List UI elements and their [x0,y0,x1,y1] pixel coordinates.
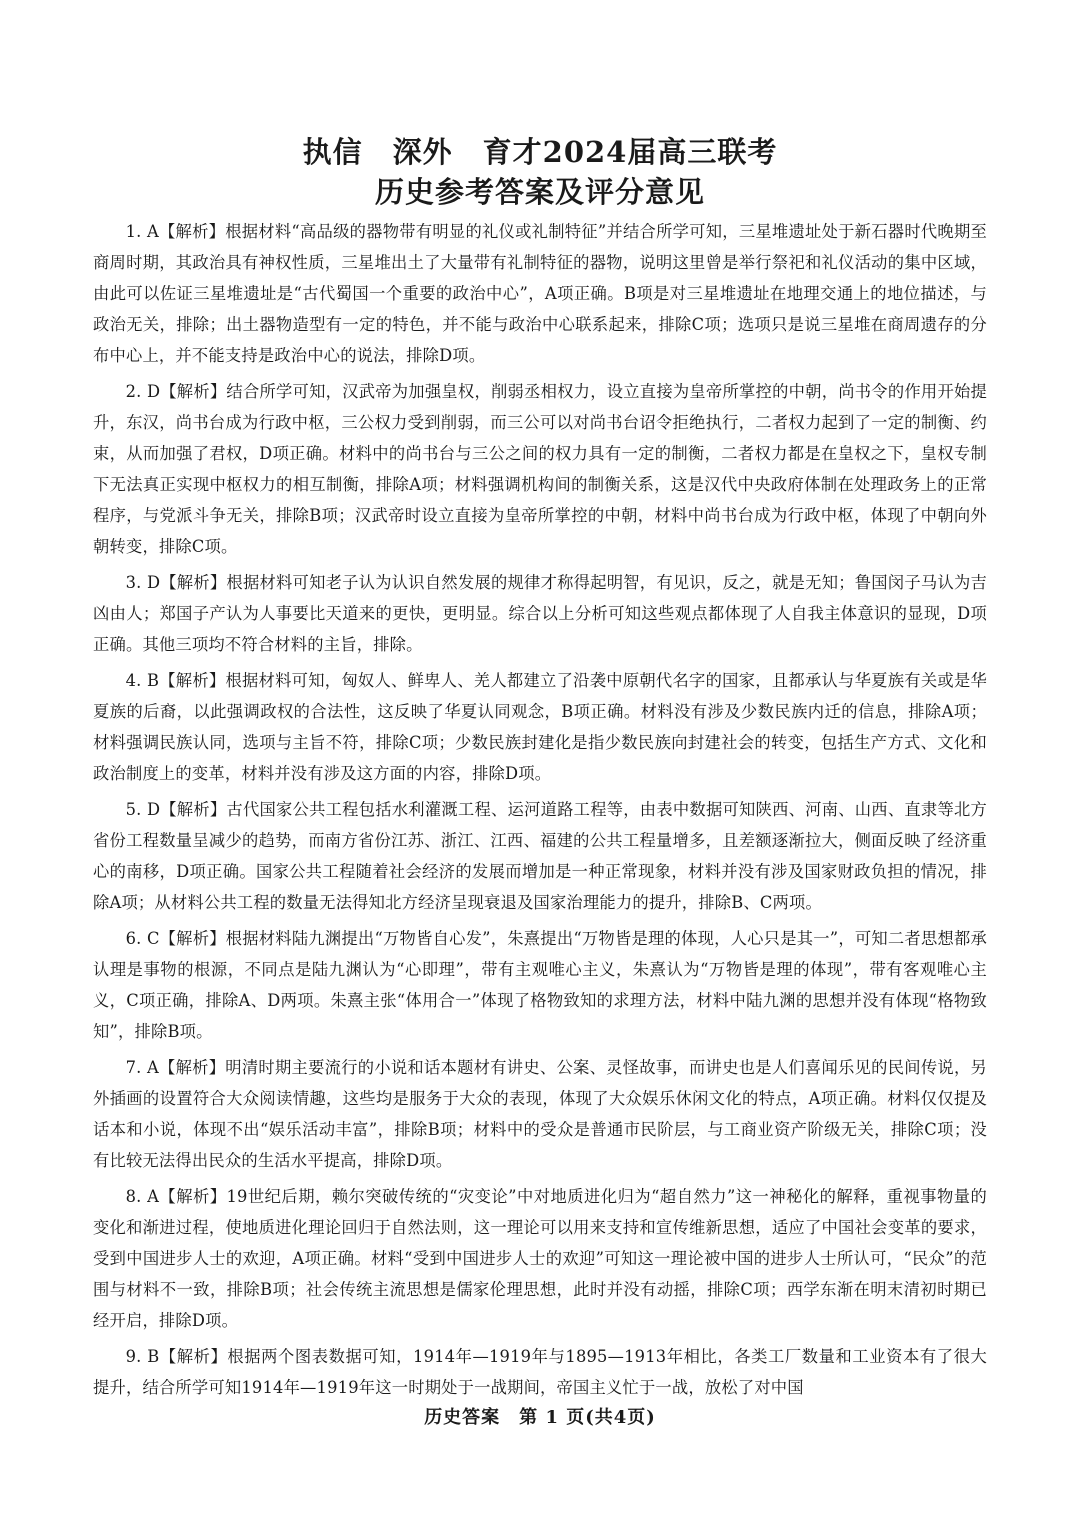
answer-item-3: 3. D【解析】根据材料可知老子认为认识自然发展的规律才称得起明智，有见识，反之，就是无知；鲁国闵子马认为吉凶由人；郑国子产认为人事要比天道来的更快，更明显。综合以上分析可知这些观点都体现了人自我主体意识的显现，D项正确。其他三项均不符合材料的主旨，排除。 [93,573,987,654]
answer-item-7: 7. A【解析】明清时期主要流行的小说和话本题材有讲史、公案、灵怪故事，而讲史也是人们喜闻乐见的民间传说，另外插画的设置符合大众阅读情趣，这些均是服务于大众的表现，体现了大众娱乐休闲文化的特点，A项正确。材料仅仅提及话本和小说，体现不出“娱乐活动丰富”，排除B项；材料中的受众是普通市民阶层，与工商业资产阶级无关，排除C项；没有比较无法得出民众的生活水平提高，排除D项。 [93,1058,987,1170]
answer-item-2: 2. D【解析】结合所学可知，汉武帝为加强皇权，削弱丞相权力，设立直接为皇帝所掌控的中朝，尚书令的作用开始提升，东汉，尚书台成为行政中枢，三公权力受到削弱，而三公可以对尚书台诏令拒绝执行，二者权力起到了一定的制衡、约束，从而加强了君权，D项正确。材料中的尚书台与三公之间的权力具有一定的制衡，二者权力都是在皇权之下，皇权专制下无法真正实现中枢权力的相互制衡，排除A项；材料强调机构间的制衡关系，这是汉代中央政府体制在处理政务上的正常程序，与党派斗争无关，排除B项；汉武帝时设立直接为皇帝所掌控的中朝，材料中尚书台成为行政中枢，体现了中朝向外朝转变，排除C项。 [93,382,987,556]
answer-item-4: 4. B【解析】根据材料可知，匈奴人、鲜卑人、羌人都建立了沿袭中原朝代名字的国家，且都承认与华夏族有关或是华夏族的后裔，以此强调政权的合法性，这反映了华夏认同观念，B项正确。材料没有涉及少数民族内迁的信息，排除A项；材料强调民族认同，选项与主旨不符，排除C项；少数民族封建化是指少数民族向封建社会的转变，包括生产方式、文化和政治制度上的变革，材料并没有涉及这方面的内容，排除D项。 [93,671,987,783]
answer-list [93,216,987,1408]
exam-title: 执信 深外 育才2024届高三联考 [302,135,778,169]
answer-item-6: 6. C【解析】根据材料陆九渊提出“万物皆自心发”，朱熹提出“万物皆是理的体现，人心只是其一”，可知二者思想都承认理是事物的根源，不同点是陆九渊认为“心即理”，带有主观唯心主义，朱熹认为“万物皆是理的体现”，带有客观唯心主义，C项正确，排除A、D两项。朱熹主张“体用合一”体现了格物致知的求理方法，材料中陆九渊的思想并没有体现“格物致知”，排除B项。 [93,929,987,1041]
page-footer: 历史答案 第 1 页(共4页) [424,1407,656,1428]
answer-item-5: 5. D【解析】古代国家公共工程包括水利灌溉工程、运河道路工程等，由表中数据可知陕西、河南、山西、直隶等北方省份工程数量呈减少的趋势，而南方省份江苏、浙江、江西、福建的公共工程量增多，且差额逐渐拉大，侧面反映了经济重心的南移，D项正确。国家公共工程随着社会经济的发展而增加是一种正常现象，材料并没有涉及国家财政负担的情况，排除A项；从材料公共工程的数量无法得知北方经济呈现衰退及国家治理能力的提升，排除B、C两项。 [93,800,987,912]
answer-item-9: 9. B【解析】根据两个图表数据可知，1914年—1919年与1895—1913年相比，各类工厂数量和工业资本有了很大提升，结合所学可知1914年—1919年这一时期处于一战期间，帝国主义忙于一战，放松了对中国 [93,1347,987,1397]
answer-item-1: 1. A【解析】根据材料“高品级的器物带有明显的礼仪或礼制特征”并结合所学可知，三星堆遗址处于新石器时代晚期至商周时期，其政治具有神权性质，三星堆出土了大量带有礼制特征的器物，说明这里曾是举行祭祀和礼仪活动的集中区域，由此可以佐证三星堆遗址是“古代蜀国一个重要的政治中心”，A项正确。B项是对三星堆遗址在地理交通上的地位描述，与政治无关，排除；出土器物造型有一定的特色，并不能与政治中心联系起来，排除C项；选项只是说三星堆在商周遗存的分布中心上，并不能支持是政治中心的说法，排除D项。 [93,222,987,365]
document-subtitle: 历史参考答案及评分意见 [374,175,705,209]
answer-item-8: 8. A【解析】19世纪后期，赖尔突破传统的“灾变论”中对地质进化归为“超自然力”这一神秘化的解释，重视事物量的变化和渐进过程，使地质进化理论回归于自然法则，这一理论可以用来支持和宣传维新思想，适应了中国社会变革的要求，受到中国进步人士的欢迎，A项正确。材料“受到中国进步人士的欢迎”可知这一理论被中国的进步人士所认可，“民众”的范围与材料不一致，排除B项；社会传统主流思想是儒家伦理思想，此时并没有动摇，排除C项；西学东渐在明末清初时期已经开启，排除D项。 [93,1187,987,1330]
